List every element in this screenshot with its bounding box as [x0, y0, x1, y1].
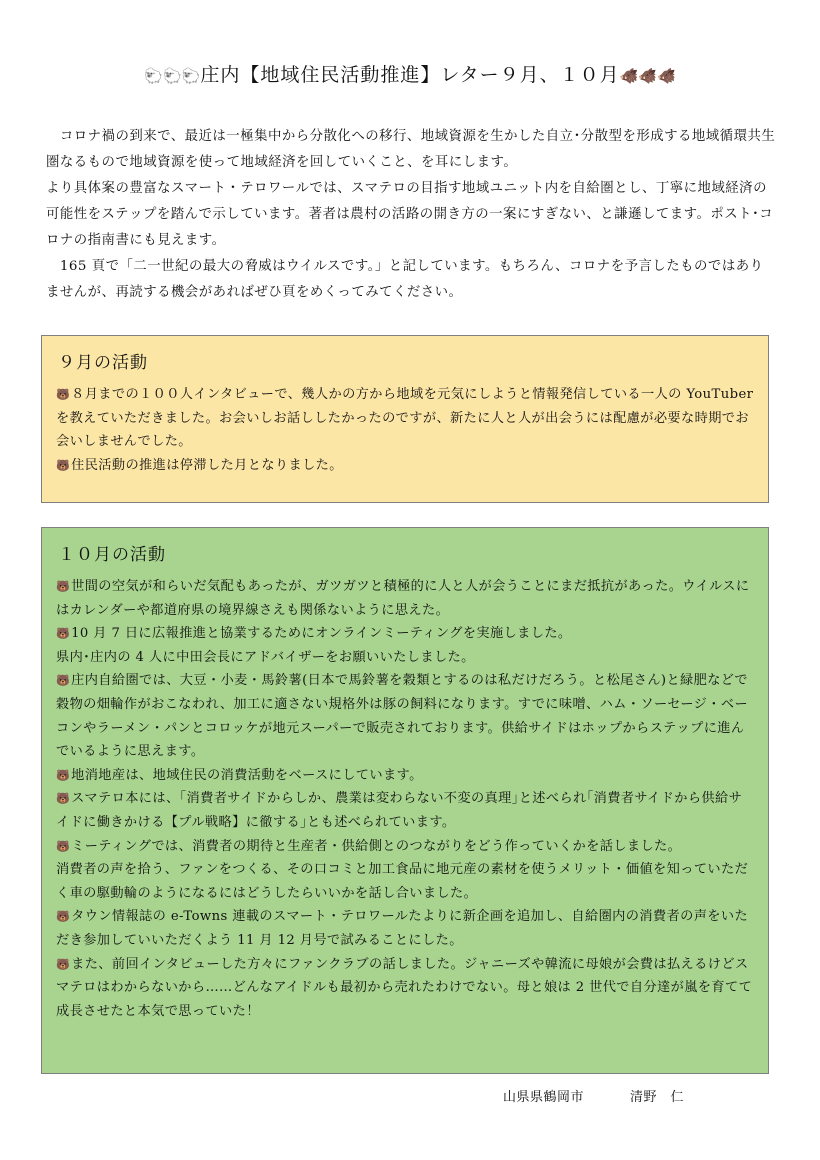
september-activity-box — [41, 335, 769, 503]
list-item — [56, 646, 754, 670]
september-heading: ９月の活動 — [58, 353, 148, 373]
october-activity-list — [56, 575, 754, 1023]
list-item — [56, 383, 754, 454]
bear-icon: 🐻 — [56, 388, 71, 401]
list-item — [56, 787, 754, 834]
list-item — [56, 669, 754, 763]
page-title — [0, 60, 820, 87]
signature-place: 山県県鶴岡市 — [503, 1090, 585, 1105]
list-item-text: 庄内自給圏では、大豆・小麦・馬鈴薯(日本で馬鈴薯を穀類とするのは私だけだろう。と松尾さん)と緑肥などで穀物の畑輪作がおこなわれ、加工に適さない規格外は豚の飼料になります。すでに味噌、ハム・ソーセージ・ベーコンやラーメン・パンとコロッケが地元スーパーで販売されております。供給サイドはホップからステップに進んでいるように思えます。 — [56, 673, 749, 760]
list-item-text: また、前回インタビューした方々にファンクラブの話しました。ジャニーズや韓流に母娘が会費は払えるけどスマテロはわからないから……どんなアイドルも最初から売れたわけでない。母と娘は 2 世代で自分達が嵐を育てて成長させたと本気で思っていた！ — [56, 956, 753, 1019]
list-item-text: 住民活動の推進は停滞した月となりました。 — [71, 457, 343, 473]
list-item-text: 県内･庄内の 4 人に中田会長にアドバイザーをお願いいたしました。 — [56, 649, 475, 665]
bear-icon: 🐻 — [56, 792, 71, 806]
boar-icon: 🐗🐗🐗 — [619, 67, 676, 85]
bear-icon: 🐻 — [56, 910, 71, 924]
list-item — [56, 835, 754, 859]
list-item — [56, 622, 754, 646]
signature — [503, 1086, 684, 1105]
october-activity-box — [41, 527, 769, 1074]
intro-paragraph: より具体案の豊富なスマート・テロワールでは、スマテロの目指す地域ユニット内を自給圏とし、丁寧に地域経済の可能性をステップを踏んで示しています。著者は農村の活路の開き方の一案にすぎない、と謙遜してます。ポスト･コロナの指南書にも見えます。 — [46, 181, 774, 248]
page-title-text: 庄内【地域住民活動推進】レター９月、１０月 — [200, 64, 620, 86]
list-item-text: 10 月 7 日に広報推進と協業するためにオンラインミーティングを実施しました。 — [71, 626, 572, 642]
list-item-text: タウン情報誌の e-Towns 連載のスマート・テロワールたよりに新企画を追加し、自給圏内の消費者の声をいただき参加していいただくよう 11 月 12 月号で試みることにした。 — [56, 909, 749, 948]
october-heading: １０月の活動 — [58, 545, 166, 565]
list-item — [56, 764, 754, 788]
list-item — [56, 905, 754, 952]
bear-icon: 🐻 — [56, 957, 71, 971]
list-item-text: スマテロ本には、｢消費者サイドからしか、農業は変わらない不変の真理｣と述べられ｢消費者サイドから供給サイドに働きかける【プル戦略】に徹する｣とも述べられています。 — [56, 791, 743, 830]
list-item-text: 地消地産は、地域住民の消費活動をベースにしています。 — [71, 767, 423, 783]
bear-icon: 🐻 — [56, 580, 71, 593]
list-item — [56, 858, 754, 905]
intro-section — [46, 124, 776, 306]
list-item-text: ８月までの１００人インタビューで、幾人かの方から地域を元気にしようと情報発信している一人の YouTuber を教えていただきました。お会いしお話ししたかったのですが、新たに人と人が出会うには配慮が必要な時期でお会いしませんでした。 — [56, 387, 754, 450]
list-item — [56, 454, 754, 478]
bear-icon: 🐻 — [56, 674, 71, 688]
list-item-text: 世間の空気が和らいだ気配もあったが、ガツガツと積極的に人と人が会うことにまだ抵抗があった。ウイルスにはカレンダーや都道府県の境界線さえも関係ないように思えた。 — [56, 579, 750, 618]
bear-icon: 🐻 — [56, 768, 71, 782]
september-activity-list — [56, 383, 754, 477]
sheep-icon: 🐑🐑🐑 — [144, 67, 201, 85]
bear-icon: 🐻 — [56, 458, 71, 472]
bear-icon: 🐻 — [56, 839, 71, 853]
intro-paragraph: コロナ禍の到来で、最近は一極集中から分散化への移行、地域資源を生かした自立･分散型を形成する地域循環共生圏なるもので地域資源を使って地域経済を回していくこと、を耳にします。 — [46, 129, 776, 170]
list-item — [56, 953, 754, 1024]
intro-paragraph: 165 頁で「二一世紀の最大の脅威はウイルスです。」と記しています。もちろん、コロナを予言したものではありませんが、再読する機会があればぜひ頁をめくってみてください。 — [46, 259, 764, 300]
list-item — [56, 575, 754, 622]
bear-icon: 🐻 — [56, 627, 71, 641]
list-item-text: 消費者の声を拾う、ファンをつくる、その口コミと加工食品に地元産の素材を使うメリット・価値を知っていただく車の駆動輪のようになるにはどうしたらいいかを話し合いました。 — [56, 862, 749, 901]
list-item-text: ミーティングでは、消費者の期待と生産者・供給側とのつながりをどう作っていくかを話しました。 — [71, 838, 682, 854]
signature-name: 清野 仁 — [630, 1090, 685, 1105]
